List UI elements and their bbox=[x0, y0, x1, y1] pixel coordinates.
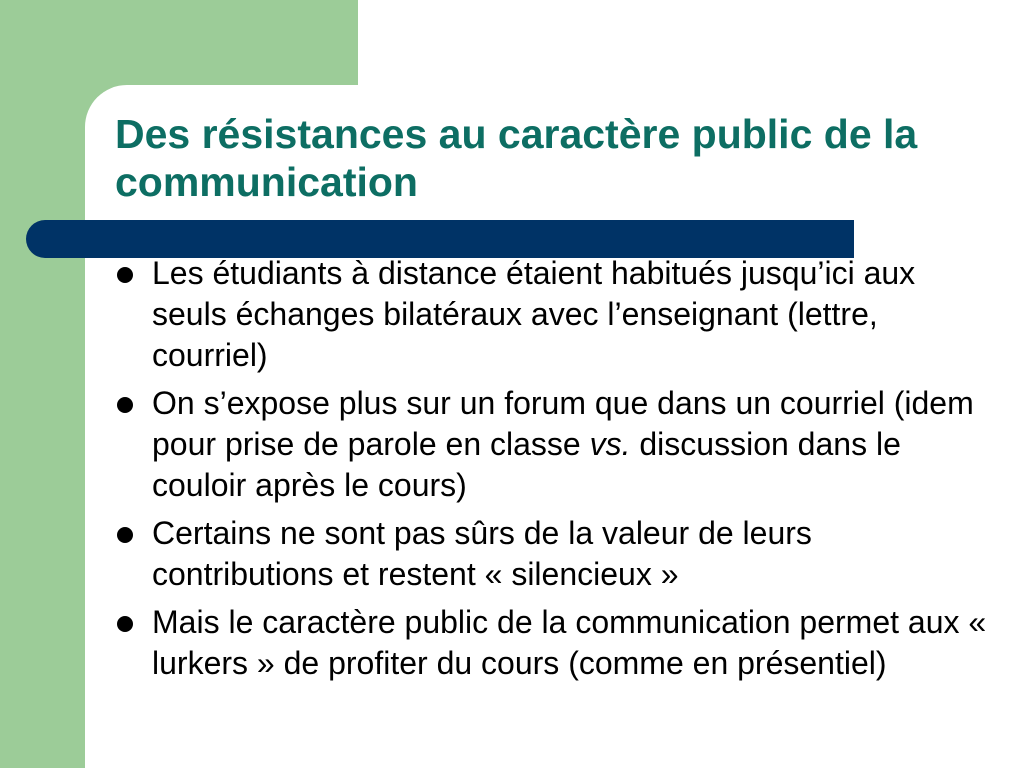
bullet-dot-icon bbox=[117, 397, 133, 413]
bullet-text: Les étudiants à distance étaient habitués jusqu’ici aux seuls échanges bilatéraux avec l’enseignant (lettre, courriel) bbox=[152, 255, 916, 373]
bullet-item bbox=[115, 602, 995, 684]
bullet-text-emphasis: vs. bbox=[589, 426, 631, 462]
bullet-item bbox=[115, 383, 995, 506]
bullet-text-part: On s’expose plus sur un forum que dans un courriel (idem pour prise de parole en classe bbox=[152, 385, 974, 462]
bullet-text-part: discussion dans le couloir après le cours) bbox=[152, 426, 901, 503]
slide-title: Des résistances au caractère public de la communication bbox=[115, 111, 918, 205]
bullet-text: Mais le caractère public de la communication permet aux « lurkers » de profiter du cours (comme en présentiel) bbox=[152, 604, 987, 681]
bullet-dot-icon bbox=[117, 267, 133, 283]
bullet-dot-icon bbox=[117, 527, 133, 543]
bullet-item bbox=[115, 513, 995, 595]
bullet-item bbox=[115, 253, 995, 376]
bullet-dot-icon bbox=[117, 616, 133, 632]
bullet-text: Certains ne sont pas sûrs de la valeur de leurs contributions et restent « silencieux » bbox=[152, 515, 812, 592]
bullet-list bbox=[115, 253, 995, 691]
